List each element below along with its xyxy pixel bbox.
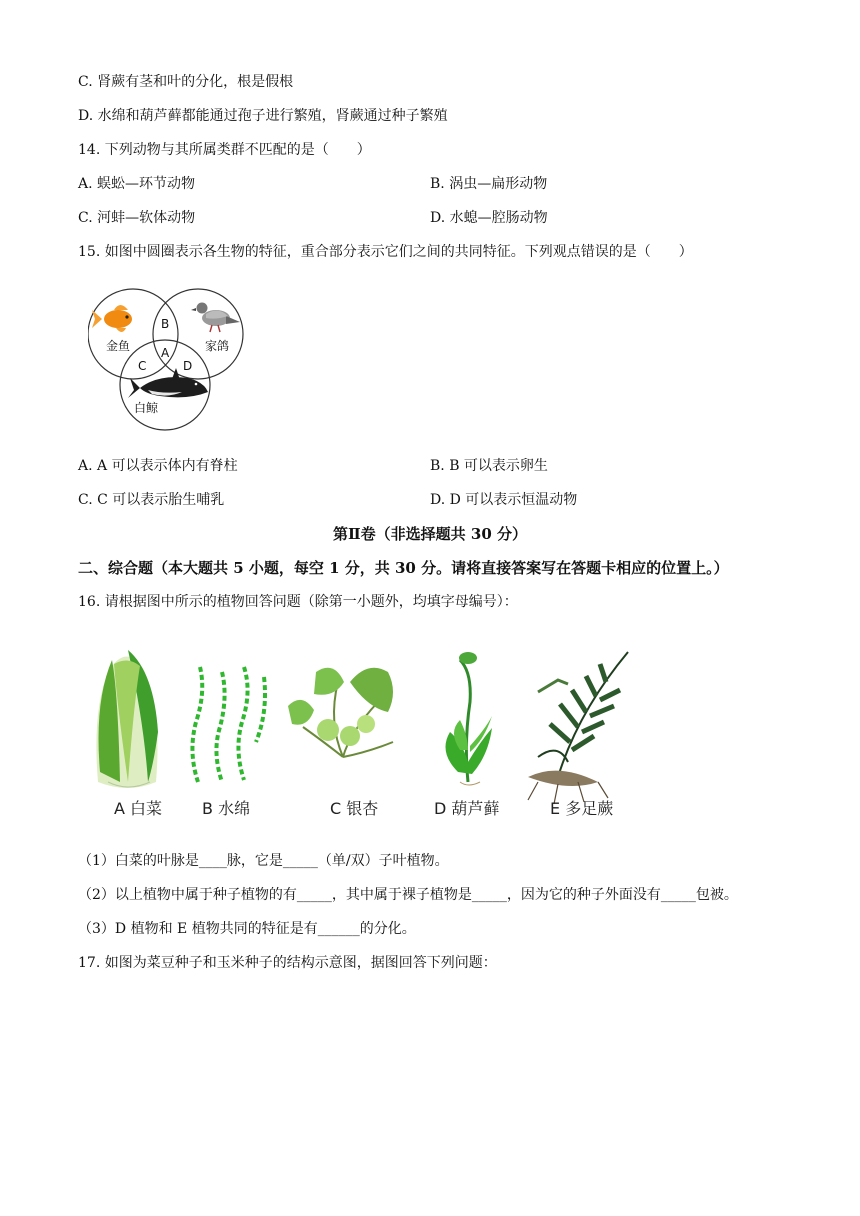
q16-sub2: （2）以上植物中属于种子植物的有_____，其中属于裸子植物是_____，因为它的种子外面没有_____包被。 xyxy=(78,887,738,903)
pigeon-label: 家鸽 xyxy=(205,339,230,353)
q14-stem: 14. 下列动物与其所属类群不匹配的是（ ） xyxy=(78,142,371,158)
plant-e-label: E 多足蕨 xyxy=(550,799,614,818)
spirogyra-icon xyxy=(192,667,265,782)
fern-icon xyxy=(528,652,628,804)
region-a-label: A xyxy=(161,346,170,360)
plant-d-label: D 葫芦藓 xyxy=(434,799,500,818)
goldfish-circle xyxy=(88,289,178,379)
q16-stem: 16. 请根据图中所示的植物回答问题（除第一小题外，均填字母编号）： xyxy=(78,594,518,610)
q13-option-d: D. 水绵和葫芦藓都能通过孢子进行繁殖，肾蕨通过种子繁殖 xyxy=(78,108,448,124)
q14-option-b: B. 涡虫—扁形动物 xyxy=(430,176,548,192)
venn-diagram xyxy=(88,282,248,432)
q16-sub3: （3）D 植物和 E 植物共同的特征是有______的分化。 xyxy=(78,921,416,937)
goldfish-label: 金鱼 xyxy=(106,339,131,353)
cabbage-icon xyxy=(96,650,158,788)
q13-option-c: C. 肾蕨有茎和叶的分化，根是假根 xyxy=(78,74,294,90)
ginkgo-icon xyxy=(288,668,393,757)
moss-icon xyxy=(446,652,493,785)
goldfish-icon xyxy=(92,305,132,332)
q16-sub1: （1）白菜的叶脉是____脉，它是_____（单/双）子叶植物。 xyxy=(78,853,449,869)
q17-stem: 17. 如图为菜豆种子和玉米种子的结构示意图，据图回答下列问题： xyxy=(78,955,497,971)
q15-option-b: B. B 可以表示卵生 xyxy=(430,458,548,474)
q15-stem: 15. 如图中圆圈表示各生物的特征，重合部分表示它们之间的共同特征。下列观点错误的是（ ） xyxy=(78,244,693,260)
plants-figure xyxy=(88,632,648,827)
plant-a-label: A 白菜 xyxy=(114,799,163,818)
q14-option-a: A. 蜈蚣—环节动物 xyxy=(78,176,196,192)
q15-option-d: D. D 可以表示恒温动物 xyxy=(430,492,578,508)
pigeon-circle xyxy=(153,289,243,379)
region-b-label: B xyxy=(161,317,170,331)
q14-option-c: C. 河蚌—软体动物 xyxy=(78,210,196,226)
region-d-label: D xyxy=(183,359,193,373)
whale-label: 白鲸 xyxy=(134,401,159,415)
section-title: 二、综合题（本大题共 5 小题，每空 1 分，共 30 分。请将直接答案写在答题卡相应的位置上。） xyxy=(78,559,729,577)
volume-title: 第Ⅱ卷（非选择题共 30 分） xyxy=(333,525,527,543)
plant-c-label: C 银杏 xyxy=(330,799,379,818)
pigeon-icon xyxy=(191,303,240,333)
region-c-label: C xyxy=(138,359,147,373)
q14-option-d: D. 水螅—腔肠动物 xyxy=(430,210,548,226)
q15-option-c: C. C 可以表示胎生哺乳 xyxy=(78,492,225,508)
plant-b-label: B 水绵 xyxy=(202,799,251,818)
q15-option-a: A. A 可以表示体内有脊柱 xyxy=(78,458,238,474)
